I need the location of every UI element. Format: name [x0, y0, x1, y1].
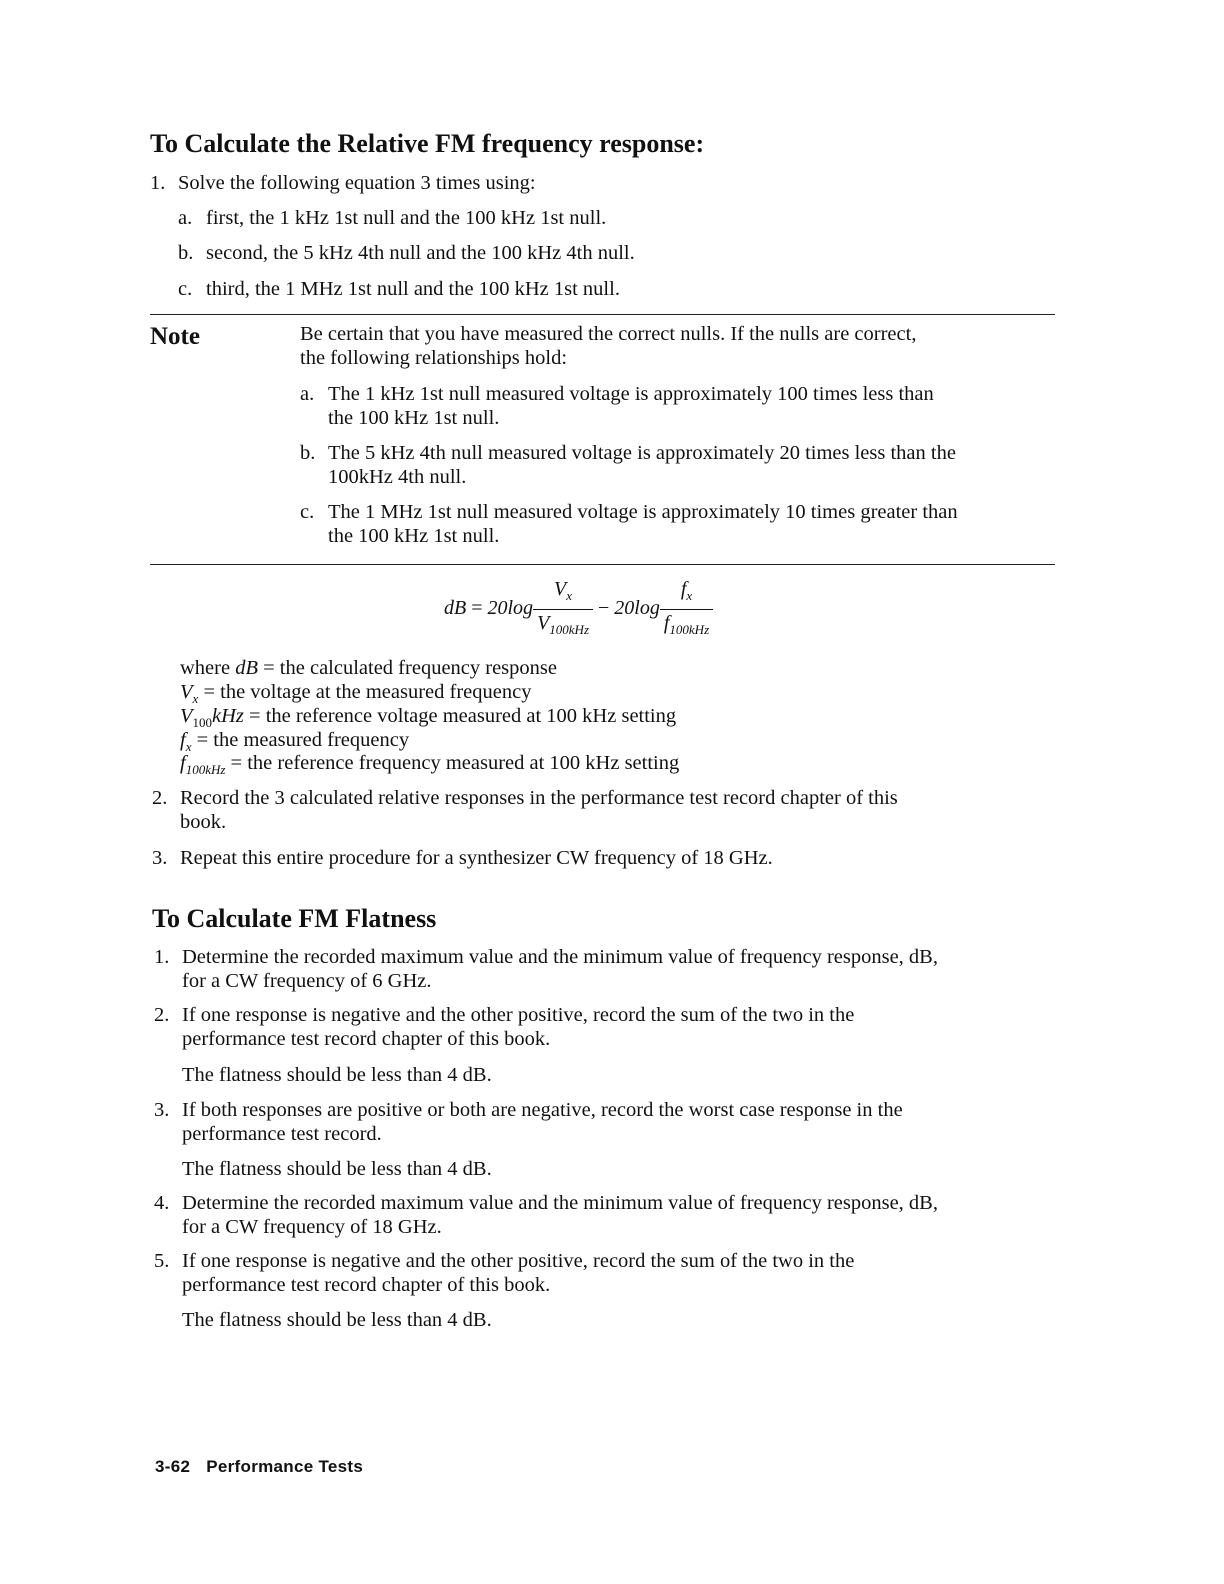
note-label: Note [150, 323, 200, 350]
eq-term1: 20log [487, 597, 534, 620]
note-item-text: The 1 MHz 1st null measured voltage is approximately 10 times greater than [328, 501, 958, 523]
eq-denominator-2 [660, 610, 713, 641]
step-text: If one response is negative and the other positive, record the sum of the two in the [182, 1004, 855, 1026]
flatness-step-2-cont: performance test record chapter of this book. [182, 1028, 551, 1050]
eq-den2-sym: f [663, 612, 670, 634]
eq-den1-sym: V [537, 612, 550, 634]
flatness-step-1 [154, 945, 938, 969]
note-item-letter: c. [300, 501, 315, 523]
substep-a [178, 206, 606, 230]
where-desc: = the calculated frequency response [258, 657, 557, 679]
flatness-step-5-note: The flatness should be less than 4 dB. [182, 1309, 492, 1331]
where-prefix: where [180, 657, 236, 679]
where-desc: = the measured frequency [191, 729, 410, 751]
page-number: 3-62 [155, 1457, 191, 1476]
flatness-step-2-note: The flatness should be less than 4 dB. [182, 1064, 492, 1086]
note-line-1: Be certain that you have measured the correct nulls. If the nulls are correct, [300, 323, 917, 345]
eq-term2: 20log [614, 597, 660, 620]
flatness-step-5-cont: performance test record chapter of this book. [182, 1274, 551, 1296]
step-text: If both responses are positive or both are negative, record the worst case response in the [182, 1099, 903, 1121]
flatness-step-1-cont: for a CW frequency of 6 GHz. [182, 970, 432, 992]
eq-fraction-1 [533, 578, 593, 641]
substep-letter: a. [178, 207, 193, 229]
substep-text: third, the 1 MHz 1st null and the 100 kHz 1st null. [206, 278, 620, 300]
where-tail: kHz [212, 705, 244, 727]
note-bottom-rule [150, 564, 1055, 565]
where-line-5 [180, 751, 679, 782]
step-2-cont: book. [180, 811, 227, 833]
section-heading-fm-flatness: To Calculate FM Flatness [152, 904, 437, 933]
flatness-step-2 [154, 1003, 854, 1027]
note-item-a-cont: the 100 kHz 1st null. [328, 407, 500, 429]
step-number: 3. [154, 1099, 170, 1121]
step-number: 1. [150, 172, 166, 194]
flatness-step-3 [154, 1098, 903, 1122]
substep-b [178, 241, 635, 265]
eq-minus: − [598, 597, 610, 620]
eq-num2-sub: x [686, 588, 693, 603]
section-heading-relative-fm: To Calculate the Relative FM frequency response: [150, 129, 705, 158]
where-line-1 [180, 656, 557, 680]
substep-letter: c. [178, 278, 193, 300]
step-number: 3. [152, 847, 168, 869]
note-item-a [300, 382, 934, 406]
eq-den1-sub: 100kHz [549, 622, 589, 637]
eq-den2-sub: 100kHz [669, 622, 710, 637]
step-text: Repeat this entire procedure for a synthesizer CW frequency of 18 GHz. [180, 847, 773, 869]
eq-num1-sub: x [566, 588, 573, 603]
note-item-text: The 1 kHz 1st null measured voltage is approximately 100 times less than [328, 383, 934, 405]
where-symbol: f [180, 752, 186, 774]
flatness-step-5 [154, 1249, 854, 1273]
note-item-c [300, 500, 958, 524]
flatness-step-3-note: The flatness should be less than 4 dB. [182, 1158, 492, 1180]
footer-title: Performance Tests [206, 1457, 364, 1476]
flatness-step-4 [154, 1191, 938, 1215]
step-number: 1. [154, 946, 170, 968]
page-footer [155, 1455, 363, 1479]
where-sub: 100 [192, 715, 213, 730]
note-item-letter: a. [300, 383, 315, 405]
eq-numerator-2 [660, 578, 713, 610]
step-text: Determine the recorded maximum value and the minimum value of frequency response, dB, [182, 1192, 938, 1214]
note-line-2: the following relationships hold: [300, 347, 568, 369]
substep-text: first, the 1 kHz 1st null and the 100 kHz 1st null. [206, 207, 607, 229]
where-sub: x [185, 739, 192, 754]
equation [444, 578, 713, 641]
where-symbol: dB [235, 657, 258, 679]
note-item-letter: b. [300, 442, 316, 464]
where-symbol: V [180, 705, 193, 727]
substep-c [178, 277, 620, 301]
step-text: If one response is negative and the other positive, record the sum of the two in the [182, 1250, 855, 1272]
eq-num2-sym: f [680, 578, 687, 600]
eq-numerator-1 [533, 578, 593, 610]
where-sub: x [192, 691, 199, 706]
where-sub: 100kHz [185, 762, 226, 777]
step-text: Record the 3 calculated relative responses in the performance test record chapter of this [180, 787, 898, 809]
step-number: 5. [154, 1250, 170, 1272]
note-item-text: The 5 kHz 4th null measured voltage is approximately 20 times less than the [328, 442, 956, 464]
note-top-rule [150, 314, 1055, 315]
where-symbol: f [180, 729, 186, 751]
where-symbol: V [180, 681, 193, 703]
note-item-c-cont: the 100 kHz 1st null. [328, 525, 500, 547]
step-number: 4. [154, 1192, 170, 1214]
eq-equals: = [471, 597, 483, 620]
step-2 [152, 786, 898, 810]
step-text: Solve the following equation 3 times using: [178, 172, 536, 194]
where-desc: = the reference voltage measured at 100 kHz setting [243, 705, 677, 727]
note-item-b [300, 441, 956, 465]
step-1 [150, 171, 536, 195]
step-number: 2. [152, 787, 168, 809]
where-desc: = the reference frequency measured at 100 kHz setting [225, 752, 680, 774]
where-desc: = the voltage at the measured frequency [198, 681, 532, 703]
flatness-step-4-cont: for a CW frequency of 18 GHz. [182, 1216, 442, 1238]
step-text: Determine the recorded maximum value and the minimum value of frequency response, dB, [182, 946, 938, 968]
step-number: 2. [154, 1004, 170, 1026]
eq-lhs: dB [444, 597, 467, 620]
flatness-step-3-cont: performance test record. [182, 1123, 382, 1145]
note-item-b-cont: 100kHz 4th null. [328, 466, 467, 488]
eq-fraction-2 [660, 578, 713, 641]
step-3 [152, 846, 773, 870]
substep-letter: b. [178, 242, 194, 264]
eq-num1-sym: V [554, 578, 567, 600]
substep-text: second, the 5 kHz 4th null and the 100 kHz 4th null. [206, 242, 635, 264]
eq-denominator-1 [533, 610, 593, 641]
